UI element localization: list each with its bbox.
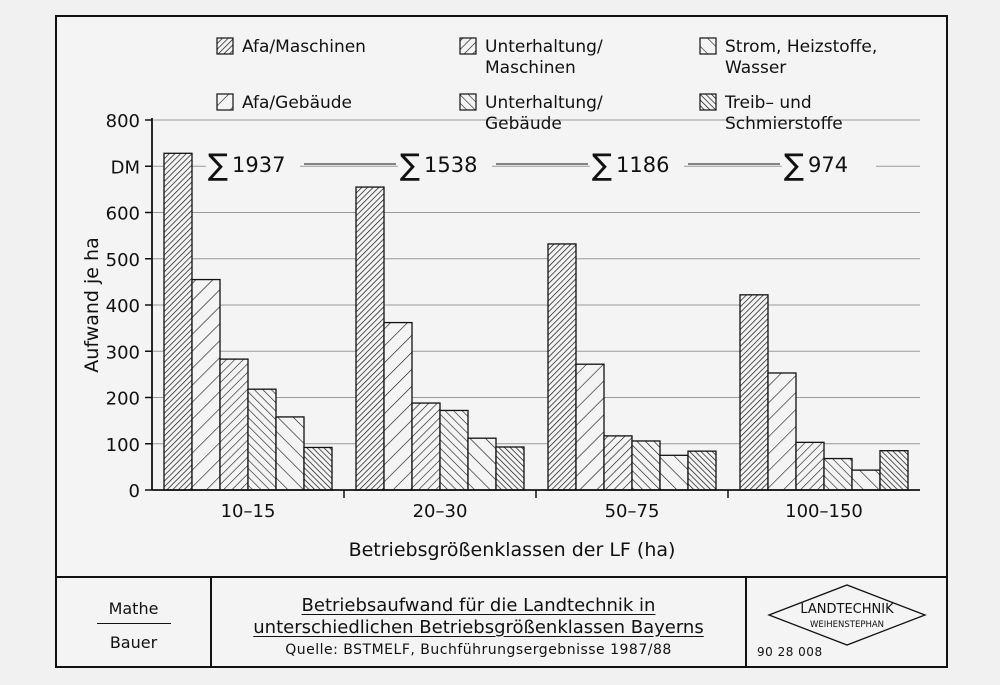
bar [304,447,332,490]
author-1: Mathe [108,599,159,618]
y-axis-title: Aufwand je ha [81,237,103,373]
group-total-value: 1186 [616,153,670,177]
x-tick-label: 20–30 [412,501,468,522]
legend [217,37,877,134]
bar [220,359,248,490]
logo-box [747,577,946,666]
bar [248,389,276,490]
bar [796,442,824,490]
caption-title-line-2: unterschiedlichen Betriebsgrößenklassen Bayerns [253,617,704,638]
sum-symbol: ∑ [207,148,229,183]
y-unit-label: DM [110,157,140,179]
bar [688,451,716,490]
legend-swatch [460,38,476,54]
legend-swatch [217,94,233,110]
bar [440,410,468,490]
legend-swatch [460,94,476,110]
legend-swatch [217,38,233,54]
legend-label: Schmierstoffe [725,114,843,134]
bar [604,436,632,490]
legend-swatch [700,38,716,54]
y-tick-label: 100 [105,434,140,456]
y-tick-label: 600 [105,203,140,225]
bar [164,153,192,490]
y-tick-label: 800 [105,111,140,132]
y-tick-label: 200 [105,388,140,410]
bar [880,451,908,490]
bar [496,447,524,490]
bar [468,438,496,490]
bar [356,187,384,490]
y-tick-label: 400 [105,296,140,317]
logo-text-1: LANDTECHNIK [800,602,894,617]
bar [740,295,768,490]
y-tick-label: 0 [128,481,140,502]
legend-swatch [700,94,716,110]
bar [576,364,604,490]
bar [632,441,660,490]
legend-label: Wasser [725,58,787,78]
figure-code: 90 28 008 [757,645,823,659]
bar [548,244,576,490]
legend-label: Maschinen [485,58,576,78]
y-tick-label: 500 [105,249,140,271]
bar [276,417,304,490]
logo-text-2: WEIHENSTEPHAN [809,620,885,630]
authors-box [57,577,212,666]
caption-source: Quelle: BSTMELF, Buchführungsergebnisse 1987/88 [285,642,672,658]
legend-label: Strom, Heizstoffe, [725,37,878,57]
author-2: Bauer [109,633,158,652]
x-tick-label: 50–75 [604,501,660,522]
bar [852,470,880,490]
legend-label: Treib– und [725,93,812,113]
bar [768,373,796,490]
author-separator [97,623,171,624]
x-tick-label: 100–150 [785,501,863,522]
legend-label: Afa/Maschinen [242,37,366,57]
caption-title-line-1: Betriebsaufwand für die Landtechnik in [301,595,656,616]
sum-symbol: ∑ [399,148,421,183]
x-tick-label: 10–15 [220,501,276,522]
legend-label: Afa/Gebäude [242,93,353,113]
bar [660,455,688,490]
bar [824,459,852,490]
figure-caption-box [212,577,747,666]
group-total-value: 1937 [232,153,286,177]
sum-symbol: ∑ [783,148,805,183]
legend-label: Unterhaltung/ [485,37,603,57]
legend-label: Unterhaltung/ [485,93,603,113]
group-total-value: 1538 [424,153,478,177]
group-totals [206,144,876,183]
bar [384,323,412,490]
bars [164,153,908,490]
bar [192,280,220,490]
x-axis-title: Betriebsgrößenklassen der LF (ha) [348,539,676,561]
group-total-value: 974 [808,153,849,177]
sum-symbol: ∑ [591,148,613,183]
legend-label: Gebäude [485,114,562,134]
y-tick-label: 300 [105,342,140,364]
bar [412,403,440,490]
